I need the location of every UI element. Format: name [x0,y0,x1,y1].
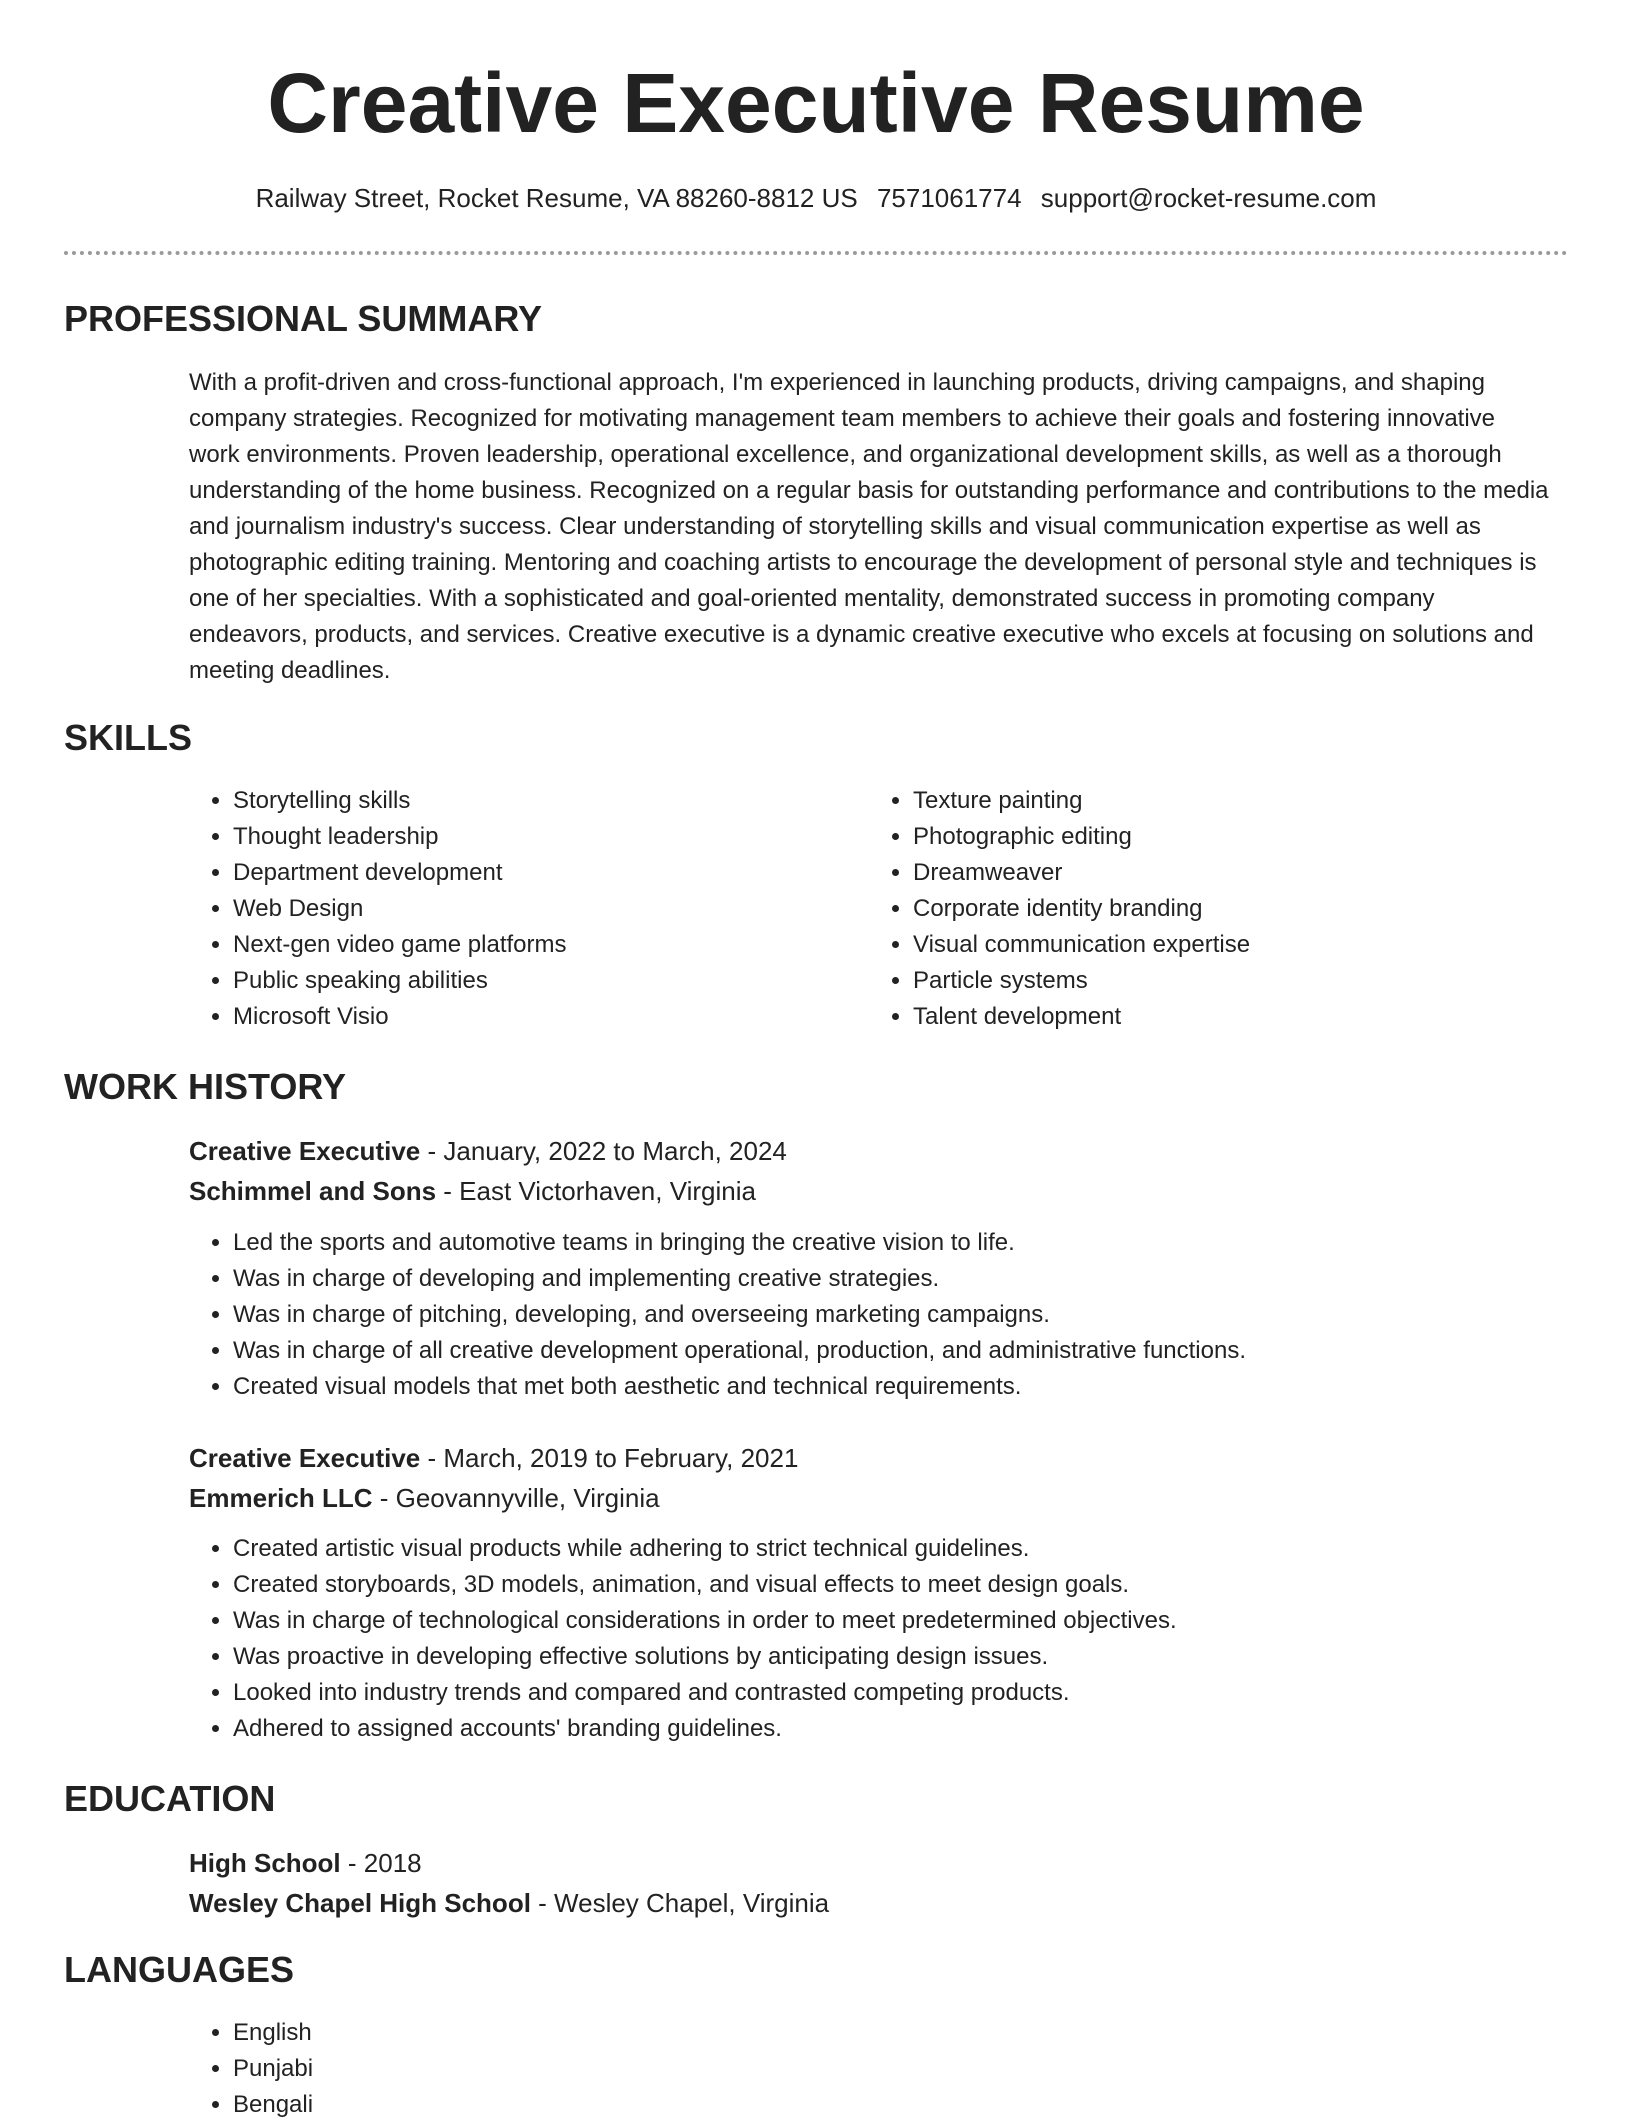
contact-address: Railway Street, Rocket Resume, VA 88260-8812 US [255,183,858,213]
skill-item: • Corporate identity branding [913,891,1549,927]
skill-item: • Thought leadership [233,819,869,855]
skills-block [189,783,1552,1035]
job-company-line [189,1171,1552,1211]
job-bullets [189,1225,1552,1405]
education-heading: EDUCATION [64,1778,276,1819]
skill-item: • Texture painting [913,783,1549,819]
skills-list-right [869,783,1549,1035]
education-school: Wesley Chapel High School [189,1888,531,1918]
skill-item: • Microsoft Visio [233,999,869,1035]
education-entry [189,1843,1552,1923]
job-bullet: • Led the sports and automotive teams in bringing the creative vision to life. [233,1225,1552,1261]
job-dates: - January, 2022 to March, 2024 [420,1136,787,1166]
skill-item: • Dreamweaver [913,855,1549,891]
skills-list-left [189,783,869,1035]
job-location: - Geovannyville, Virginia [372,1483,660,1513]
job-bullet: • Was in charge of pitching, developing, and overseeing marketing campaigns. [233,1297,1552,1333]
language-item: • Bengali [233,2087,1552,2123]
skill-item: • Visual communication expertise [913,927,1549,963]
skill-item: • Talent development [913,999,1549,1035]
education-degree: High School [189,1848,341,1878]
languages-block [189,2015,1552,2123]
skill-item: • Photographic editing [913,819,1549,855]
job-bullet: • Was proactive in developing effective solutions by anticipating design issues. [233,1639,1552,1675]
skill-item: • Storytelling skills [233,783,869,819]
job-company-line [189,1478,1552,1518]
skill-item: • Particle systems [913,963,1549,999]
job-bullet: • Created storyboards, 3D models, animation, and visual effects to meet design goals. [233,1567,1552,1603]
job-company: Emmerich LLC [189,1483,373,1513]
summary-block [189,365,1552,689]
education-year: - 2018 [340,1848,422,1878]
work-heading: WORK HISTORY [64,1066,347,1107]
job-entry [189,1131,1552,1211]
job-title: Creative Executive [189,1136,421,1166]
resume-title: Creative Executive Resume [267,56,1365,150]
job-bullet: • Created artistic visual products while adhering to strict technical guidelines. [233,1531,1552,1567]
skills-columns [189,783,1552,1035]
job-title: Creative Executive [189,1443,421,1473]
job-bullets-block [189,1531,1552,1747]
summary-text: With a profit-driven and cross-functional approach, I'm experienced in launching products, driving campaigns, and shaping company strategies. Recognized for motivating management team members to achieve their goals and fostering innovative work environments. Proven leadership, operational excellence, and organizational development skills, as well as a thorough understanding of the home business. Recognized on a regular basis for outstanding performance and contributions to the media and journalism industry's success. Clear understanding of storytelling skills and visual communication expertise as well as photographic editing training. Mentoring and coaching artists to encourage the development of personal style and techniques is one of her specialties. With a sophisticated and goal-oriented mentality, demonstrated success in promoting company endeavors, products, and services. Creative executive is a dynamic creative executive who excels at focusing on solutions and meeting deadlines. [189,369,1549,684]
contact-phone: 7571061774 [876,183,1022,213]
education-location: - Wesley Chapel, Virginia [530,1888,830,1918]
contact-email: support@rocket-resume.com [1040,183,1377,213]
job-company: Schimmel and Sons [189,1176,437,1206]
job-title-line [189,1438,1552,1478]
job-entry [189,1438,1552,1518]
skill-item: • Public speaking abilities [233,963,869,999]
job-location: - East Victorhaven, Virginia [436,1176,756,1206]
education-school-line [189,1883,1552,1923]
job-bullet: • Was in charge of all creative development operational, production, and administrative functions. [233,1333,1552,1369]
job-bullets [189,1531,1552,1747]
job-dates: - March, 2019 to February, 2021 [420,1443,799,1473]
language-item: • Punjabi [233,2051,1552,2087]
languages-list [189,2015,1552,2123]
job-bullet: • Adhered to assigned accounts' branding guidelines. [233,1711,1552,1747]
skills-column-right [869,783,1549,1035]
job-title-line [189,1131,1552,1171]
skills-heading: SKILLS [64,717,193,758]
header-divider [64,251,1568,255]
languages-heading: LANGUAGES [64,1949,295,1990]
skill-item: • Web Design [233,891,869,927]
education-degree-line [189,1843,1552,1883]
skills-column-left [189,783,869,1035]
contact-line [0,180,1632,216]
summary-heading: PROFESSIONAL SUMMARY [64,298,543,339]
job-bullet: • Was in charge of developing and implementing creative strategies. [233,1261,1552,1297]
language-item: • English [233,2015,1552,2051]
skill-item: • Department development [233,855,869,891]
job-bullet: • Looked into industry trends and compared and contrasted competing products. [233,1675,1552,1711]
skill-item: • Next-gen video game platforms [233,927,869,963]
job-bullets-block [189,1225,1552,1405]
job-bullet: • Was in charge of technological considerations in order to meet predetermined objectives. [233,1603,1552,1639]
job-bullet: • Created visual models that met both aesthetic and technical requirements. [233,1369,1552,1405]
